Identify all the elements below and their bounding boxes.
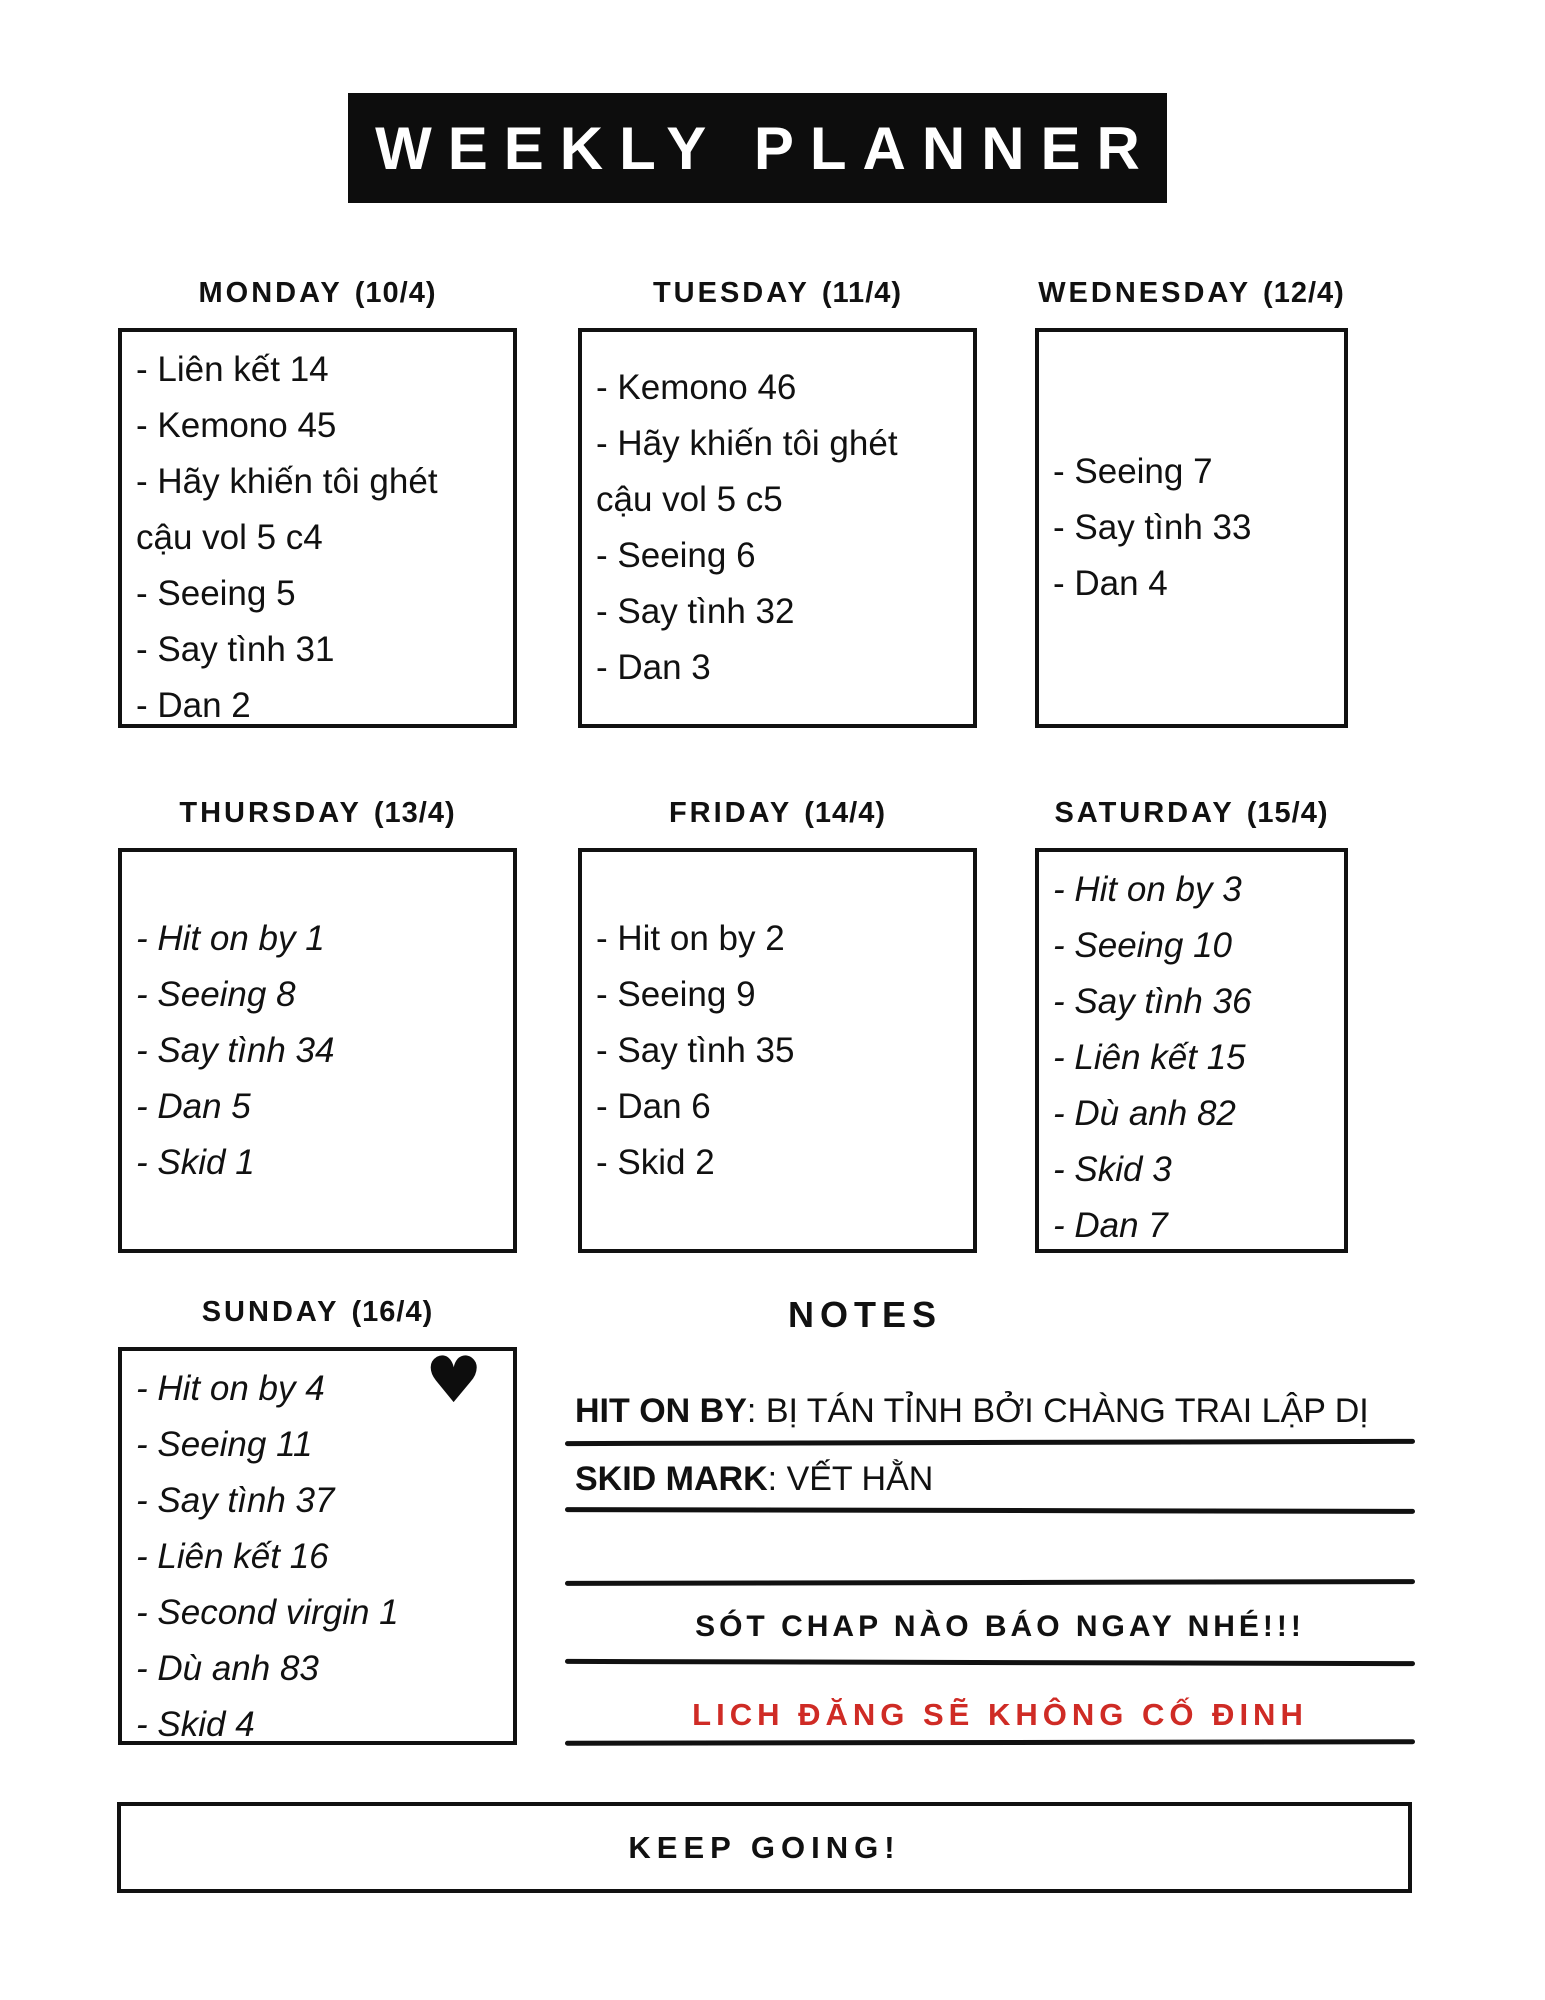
planner-item: - Hit on by 4 <box>136 1369 325 1408</box>
planner-item: - Say tình 36 <box>1053 982 1252 1021</box>
planner-item: - Hãy khiến tôi ghét cậu vol 5 c4 <box>136 462 438 557</box>
day-items-thursday <box>122 911 513 1191</box>
planner-item: - Skid 1 <box>136 1142 255 1182</box>
planner-item: - Liên kết 16 <box>136 1537 329 1576</box>
planner-item: - Kemono 46 <box>596 368 797 407</box>
planner-item: - Kemono 45 <box>136 406 337 445</box>
planner-item: - Hit on by 1 <box>136 918 325 958</box>
planner-item: - Hãy khiến tôi ghét cậu vol 5 c5 <box>596 424 898 519</box>
planner-item: - Seeing 7 <box>1053 452 1213 491</box>
planner-item: - Skid 4 <box>136 1705 255 1744</box>
day-header-saturday <box>1035 782 1348 844</box>
day-box-friday <box>578 848 977 1253</box>
planner-item: - Say tình 32 <box>596 592 795 631</box>
planner-item: - Dan 6 <box>596 1086 711 1126</box>
day-date: (10/4) <box>354 276 437 309</box>
note-definition-skid-mark <box>575 1460 1420 1499</box>
planner-item: - Dan 5 <box>136 1086 251 1126</box>
page-title: WEEKLY PLANNER <box>375 114 1156 182</box>
day-date: (15/4) <box>1246 796 1329 829</box>
day-box-saturday <box>1035 848 1348 1253</box>
planner-item: - Seeing 8 <box>136 974 296 1014</box>
note-meaning: VẾT HẰN <box>786 1460 934 1498</box>
note-meaning: BỊ TÁN TỈNH BỞI CHÀNG TRAI LẬP DỊ <box>765 1392 1369 1430</box>
day-items-saturday <box>1039 862 1344 1254</box>
planner-item: - Second virgin 1 <box>136 1593 399 1632</box>
ruled-line <box>565 1659 1415 1666</box>
planner-item: - Dù anh 82 <box>1053 1094 1236 1133</box>
planner-item: - Skid 2 <box>596 1142 715 1182</box>
day-name: MONDAY <box>198 276 343 309</box>
planner-item: - Dù anh 83 <box>136 1649 319 1688</box>
day-items-wednesday <box>1039 444 1344 612</box>
ruled-line <box>565 1739 1415 1745</box>
ruled-line <box>565 1507 1415 1514</box>
footer-box <box>117 1802 1412 1893</box>
day-header-friday <box>578 782 977 844</box>
day-header-monday <box>118 262 517 324</box>
day-name: TUESDAY <box>652 276 810 309</box>
day-box-tuesday <box>578 328 977 728</box>
title-banner <box>348 93 1167 203</box>
day-box-thursday <box>118 848 517 1253</box>
day-header-sunday <box>118 1281 517 1343</box>
planner-item: - Seeing 9 <box>596 974 756 1014</box>
heart-icon: ♥ <box>425 1344 483 1418</box>
day-name: THURSDAY <box>179 796 362 829</box>
planner-item: - Hit on by 3 <box>1053 870 1242 909</box>
planner-item: - Dan 4 <box>1053 564 1168 603</box>
footer-message: KEEP GOING! <box>628 1829 901 1865</box>
planner-item: - Liên kết 14 <box>136 350 329 389</box>
planner-item: - Seeing 6 <box>596 536 756 575</box>
day-date: (11/4) <box>821 276 903 309</box>
planner-item: - Seeing 11 <box>136 1425 313 1464</box>
planner-item: - Say tình 35 <box>596 1030 795 1070</box>
planner-item: - Say tình 33 <box>1053 508 1252 547</box>
day-items-tuesday <box>582 360 973 696</box>
planner-item: - Seeing 5 <box>136 574 296 613</box>
day-name: WEDNESDAY <box>1038 276 1252 309</box>
day-date: (13/4) <box>373 796 456 829</box>
day-box-monday <box>118 328 517 728</box>
planner-item: - Liên kết 15 <box>1053 1038 1246 1077</box>
planner-item: - Say tình 37 <box>136 1481 335 1520</box>
planner-item: - Say tình 34 <box>136 1030 335 1070</box>
day-name: FRIDAY <box>668 796 793 829</box>
note-separator: : <box>746 1392 766 1430</box>
note-term: SKID MARK <box>575 1460 768 1498</box>
day-box-wednesday <box>1035 328 1348 728</box>
note-term: HIT ON BY <box>575 1392 747 1430</box>
ruled-line <box>565 1439 1415 1446</box>
planner-item: - Dan 7 <box>1053 1206 1168 1245</box>
day-header-tuesday <box>578 262 977 324</box>
day-name: SUNDAY <box>201 1295 340 1328</box>
day-date: (16/4) <box>351 1295 434 1328</box>
planner-item: - Skid 3 <box>1053 1150 1172 1189</box>
schedule-warning-text: LICH ĐĂNG SẼ KHÔNG CỐ ĐINH <box>692 1697 1308 1732</box>
ruled-line <box>565 1579 1415 1586</box>
day-date: (12/4) <box>1263 276 1345 309</box>
reminder-text: SÓT CHAP NÀO BÁO NGAY NHÉ!!! <box>695 1610 1305 1643</box>
planner-item: - Dan 2 <box>136 686 251 725</box>
day-header-thursday <box>118 782 517 844</box>
note-definition-hit-on-by <box>575 1392 1420 1431</box>
day-name: SATURDAY <box>1054 796 1235 829</box>
planner-item: - Dan 3 <box>596 648 711 687</box>
note-separator: : <box>767 1460 787 1498</box>
day-date: (14/4) <box>804 796 887 829</box>
day-items-friday <box>582 911 973 1191</box>
planner-item: - Say tình 31 <box>136 630 335 669</box>
notes-heading: NOTES <box>787 1294 942 1335</box>
day-items-monday <box>122 342 513 734</box>
planner-item: - Hit on by 2 <box>596 918 785 958</box>
planner-item: - Seeing 10 <box>1053 926 1233 965</box>
day-items-sunday <box>122 1361 513 1753</box>
day-header-wednesday <box>1035 262 1348 324</box>
